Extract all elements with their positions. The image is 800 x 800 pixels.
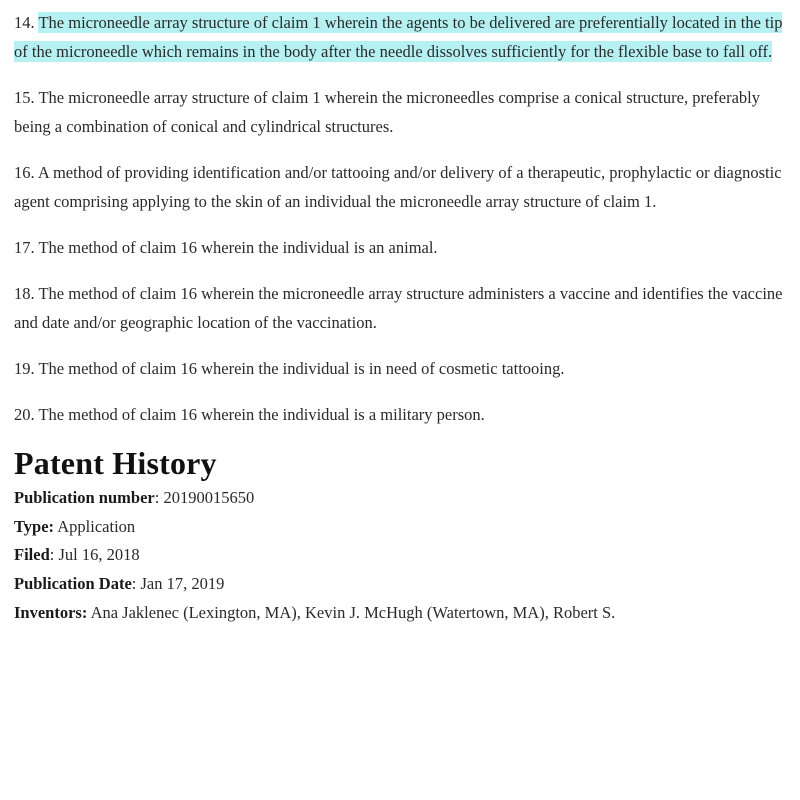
inventors-label: Inventors:	[14, 602, 88, 622]
claim-text: The method of claim 16 wherein the individual is an animal.	[38, 238, 438, 257]
publication-number-row: Publication number: 20190015650	[14, 488, 255, 507]
claim-text: The method of claim 16 wherein the individual is in need of cosmetic tattooing.	[38, 359, 565, 378]
inventors-value: Ana Jaklenec (Lexington, MA), Kevin J. McHugh (Watertown, MA), Robert S.	[90, 602, 616, 622]
type-value: Application	[57, 516, 136, 536]
publication-date-row: Publication Date: Jan 17, 2019	[14, 574, 225, 594]
patent-history-heading: Patent History	[14, 445, 217, 481]
claim-14	[14, 8, 786, 66]
claim-number: 19.	[14, 359, 35, 378]
claim-text: The microneedle array structure of claim 1 wherein the microneedles comprise a conical structure, preferably being a combination of conical and cylindrical structures.	[14, 88, 760, 136]
claim-number: 16.	[14, 163, 35, 182]
filed-row: Filed: Jul 16, 2018	[14, 545, 140, 565]
filed-label: Filed	[14, 545, 50, 565]
filed-value: Jul 16, 2018	[58, 545, 140, 565]
claims-list	[14, 8, 786, 429]
claim-number: 17.	[14, 238, 35, 257]
claim-number: 20.	[14, 405, 35, 424]
publication-number-label: Publication number	[14, 488, 155, 507]
claim-number: 18.	[14, 284, 35, 303]
claim-16	[14, 158, 786, 216]
type-label: Type:	[14, 516, 55, 536]
claim-text: The method of claim 16 wherein the individual is a military person.	[38, 405, 485, 424]
claim-20	[14, 400, 786, 429]
claim-text-highlighted[interactable]: The microneedle array structure of claim 1 wherein the agents to be delivered are preferentially located in the tip of the microneedle which remains in the body after the needle dissolves sufficiently for the flexible base to fall off.	[14, 13, 783, 61]
publication-date-value: Jan 17, 2019	[140, 574, 225, 594]
inventors-row	[14, 599, 786, 628]
patent-history-section	[14, 446, 786, 628]
publication-number-value: 20190015650	[163, 488, 255, 507]
claim-15	[14, 83, 786, 141]
claim-number: 15.	[14, 88, 35, 107]
claim-text: The method of claim 16 wherein the microneedle array structure administers a vaccine and identifies the vaccine and date and/or geographic location of the vaccination.	[14, 284, 783, 332]
claim-17	[14, 233, 786, 262]
claim-text: A method of providing identification and/or tattooing and/or delivery of a therapeutic, prophylactic or diagnostic agent comprising applying to the skin of an individual the microneedle array structure of claim 1.	[14, 163, 782, 211]
type-row	[14, 513, 786, 542]
publication-date-label: Publication Date	[14, 574, 132, 594]
claim-number: 14.	[14, 13, 35, 32]
claim-18	[14, 279, 786, 337]
claim-19	[14, 354, 786, 383]
